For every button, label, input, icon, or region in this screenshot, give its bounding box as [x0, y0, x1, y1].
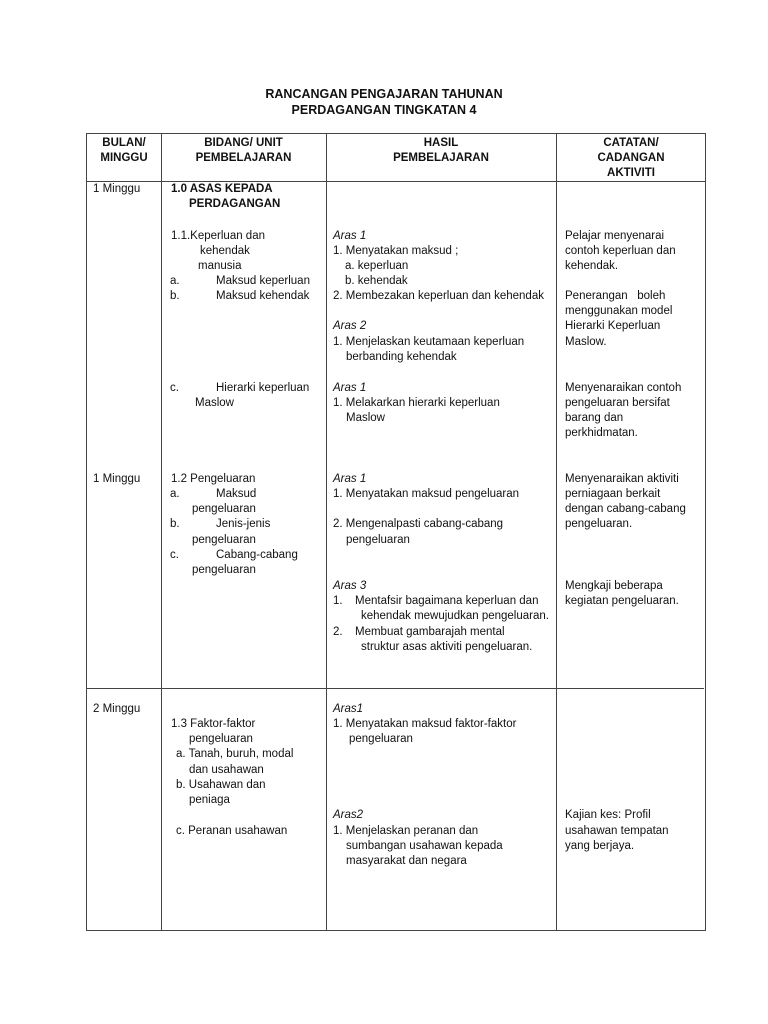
note-text: Mengkaji beberapa — [565, 580, 663, 592]
note-text: menggunakan model — [565, 305, 673, 317]
list-marker: 2. — [333, 626, 343, 638]
title-line-1: RANCANGAN PENGAJARAN TAHUNAN — [265, 87, 503, 101]
level-label: Aras 2 — [333, 320, 367, 332]
note-text: Maslow. — [565, 336, 607, 348]
level-label: Aras 1 — [333, 382, 367, 394]
note-text: contoh keperluan dan — [565, 245, 676, 257]
outcome-item: masyarakat dan negara — [346, 855, 467, 867]
note-text: Menyenaraikan contoh — [565, 382, 682, 394]
outcome-item: 1. Menyatakan maksud ; — [333, 245, 459, 257]
header-catatan: CATATAN/ CADANGAN AKTIVITI — [597, 137, 665, 179]
outcome-item: Maslow — [346, 412, 385, 424]
outcome-item: 2. Mengenalpasti cabang-cabang — [333, 518, 504, 530]
outcome-item: a. keperluan — [345, 260, 409, 272]
note-text: perniagaan berkait — [565, 488, 661, 500]
title-line-2: PERDAGANGAN TINGKATAN 4 — [291, 103, 477, 117]
note-text: pengeluaran bersifat — [565, 397, 670, 409]
unit-heading: kehendak — [200, 245, 250, 257]
unit-heading: 1.3 Faktor-faktor — [171, 718, 256, 730]
outcome-item: Mentafsir bagaimana keperluan dan — [355, 595, 539, 607]
unit-heading: 1.1.Keperluan dan — [171, 230, 265, 242]
note-text: Pelajar menyenarai — [565, 230, 665, 242]
list-marker: b. — [170, 518, 180, 530]
list-marker: b. — [170, 290, 180, 302]
unit-heading: manusia — [198, 260, 242, 272]
level-label: Aras 1 — [333, 473, 367, 485]
unit-heading: pengeluaran — [189, 733, 253, 745]
note-text: pengeluaran. — [565, 518, 633, 530]
note-text: Kajian kes: Profil — [565, 809, 651, 821]
note-text: barang dan — [565, 412, 624, 424]
sub-unit: pengeluaran — [192, 503, 256, 515]
sub-unit: Jenis-jenis — [216, 518, 271, 530]
sub-unit: Hierarki keperluan — [216, 382, 310, 394]
note-text: kegiatan pengeluaran. — [565, 595, 679, 607]
outcome-item: 1. Menyatakan maksud pengeluaran — [333, 488, 520, 500]
week-cell: 1 Minggu — [93, 183, 141, 195]
outcome-item: 1. Menjelaskan peranan dan — [333, 825, 479, 837]
sub-unit: c. Peranan usahawan — [176, 825, 288, 837]
outcome-item: struktur asas aktiviti pengeluaran. — [361, 641, 533, 653]
level-label: Aras 3 — [333, 580, 367, 592]
level-label: Aras2 — [333, 809, 364, 821]
outcome-item: 1. Menyatakan maksud faktor-faktor — [333, 718, 517, 730]
note-text: perkhidmatan. — [565, 427, 638, 439]
week-cell: 1 Minggu — [93, 473, 141, 485]
topic-title: PERDAGANGAN — [189, 198, 281, 210]
note-text: Menyenaraikan aktiviti — [565, 473, 679, 485]
sub-unit: Maksud — [216, 488, 257, 500]
sub-unit: a. Tanah, buruh, modal — [176, 748, 294, 760]
outcome-item: sumbangan usahawan kepada — [346, 840, 503, 852]
outcome-item: berbanding kehendak — [346, 351, 457, 363]
list-marker: 1. — [333, 595, 343, 607]
outcome-item: pengeluaran — [349, 733, 413, 745]
header-hasil-pembelajaran: HASIL PEMBELAJARAN — [393, 137, 489, 164]
sub-unit: peniaga — [189, 794, 230, 806]
column-divider — [326, 134, 327, 931]
column-divider — [556, 134, 557, 931]
column-divider — [161, 134, 162, 931]
list-marker: a. — [170, 275, 180, 287]
outcome-item: 2. Membezakan keperluan dan kehendak — [333, 290, 544, 302]
note-text: Hierarki Keperluan — [565, 320, 661, 332]
outcome-item: kehendak mewujudkan pengeluaran. — [361, 610, 549, 622]
level-label: Aras1 — [333, 703, 364, 715]
outcome-item: 1. Menjelaskan keutamaan keperluan — [333, 336, 525, 348]
outcome-item: pengeluaran — [346, 534, 410, 546]
row-divider — [87, 688, 704, 689]
plan-table — [86, 133, 706, 931]
outcome-item: Membuat gambarajah mental — [355, 626, 505, 638]
list-marker: c. — [170, 549, 179, 561]
header-bulan-minggu: BULAN/ MINGGU — [100, 137, 148, 164]
note-text: yang berjaya. — [565, 840, 635, 852]
note-text: Penerangan boleh — [565, 290, 666, 302]
sub-unit: Maksud keperluan — [216, 275, 310, 287]
sub-unit: Maslow — [195, 397, 234, 409]
note-text: usahawan tempatan — [565, 825, 669, 837]
week-cell: 2 Minggu — [93, 703, 141, 715]
sub-unit: dan usahawan — [189, 764, 264, 776]
topic-title: 1.0 ASAS KEPADA — [171, 183, 273, 195]
level-label: Aras 1 — [333, 230, 367, 242]
note-text: kehendak. — [565, 260, 619, 272]
outcome-item: b. kehendak — [345, 275, 408, 287]
sub-unit: pengeluaran — [192, 534, 256, 546]
list-marker: a. — [170, 488, 180, 500]
unit-heading: 1.2 Pengeluaran — [171, 473, 256, 485]
sub-unit: Cabang-cabang — [216, 549, 298, 561]
outcome-item: 1. Melakarkan hierarki keperluan — [333, 397, 500, 409]
sub-unit: b. Usahawan dan — [176, 779, 266, 791]
page-title — [0, 86, 768, 118]
header-bidang-unit: BIDANG/ UNIT PEMBELAJARAN — [195, 137, 292, 164]
note-text: dengan cabang-cabang — [565, 503, 686, 515]
sub-unit: pengeluaran — [192, 564, 256, 576]
list-marker: c. — [170, 382, 179, 394]
sub-unit: Maksud kehendak — [216, 290, 310, 302]
